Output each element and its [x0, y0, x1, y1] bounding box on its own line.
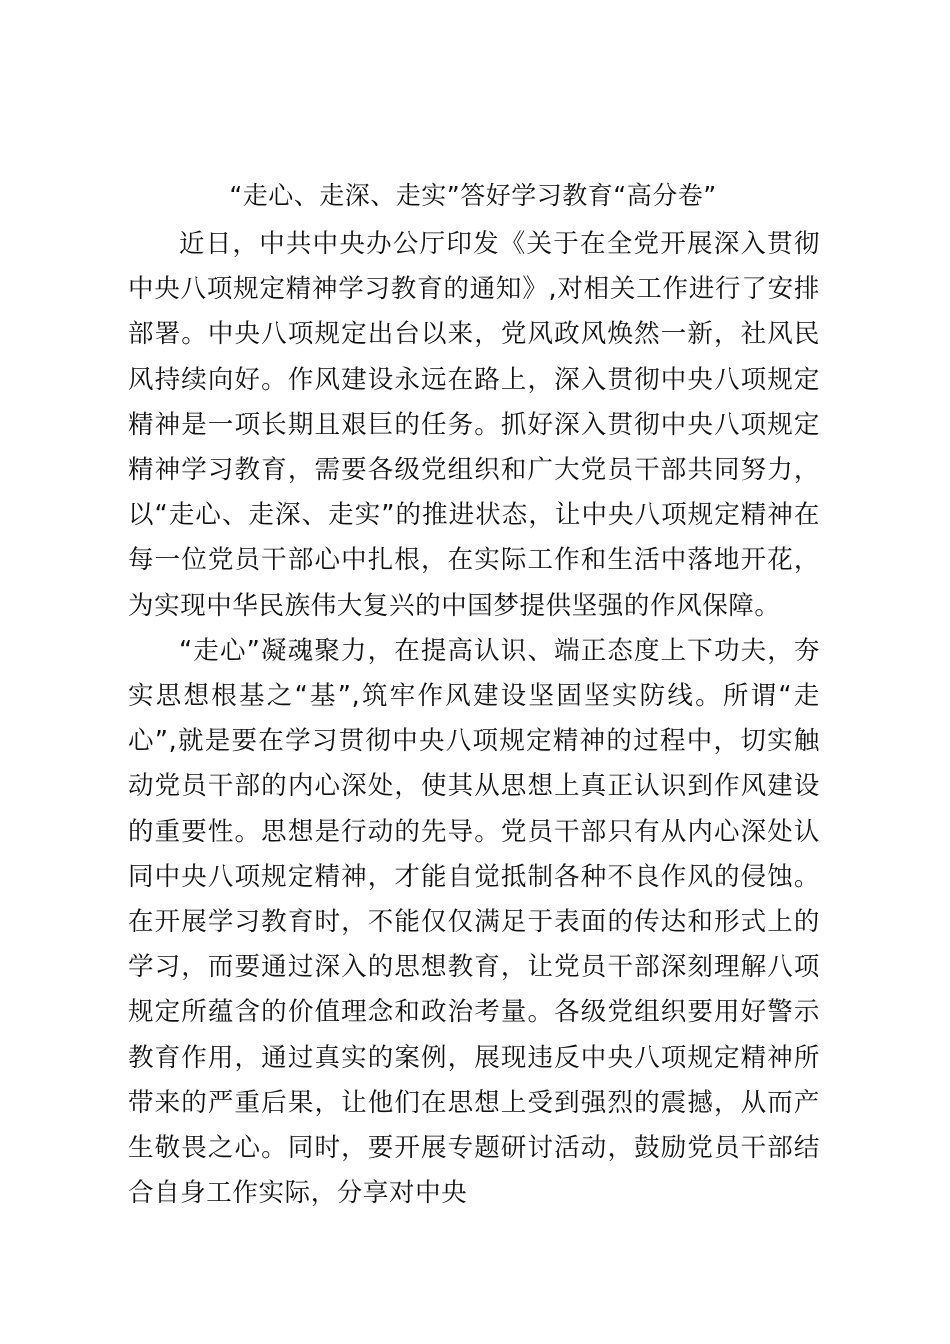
- document-body: [128, 222, 820, 1216]
- paragraph-2: “走心”凝魂聚力，在提高认识、端正态度上下功夫，夯实思想根基之“基”,筑牢作风建设坚固坚实防线。所谓“走心”,就是要在学习贯彻中央八项规定精神的过程中，切实触动党员干部的内心深处，使其从思想上真正认识到作风建设的重要性。思想是行动的先导。党员干部只有从内心深处认同中央八项规定精神，才能自觉抵制各种不良作风的侵蚀。在开展学习教育时，不能仅仅满足于表面的传达和形式上的学习，而要通过深入的思想教育，让党员干部深刻理解八项规定所蕴含的价值理念和政治考量。各级党组织要用好警示教育作用，通过真实的案例，展现违反中央八项规定精神所带来的严重后果，让他们在思想上受到强烈的震撼，从而产生敬畏之心。同时，要开展专题研讨活动，鼓励党员干部结合自身工作实际，分享对中央: [128, 635, 820, 1209]
- document-title: “走心、走深、走实”答好学习教育“高分卷”: [229, 181, 717, 210]
- paragraph-1: 近日，中共中央办公厅印发《关于在全党开展深入贯彻中央八项规定精神学习教育的通知》,对相关工作进行了安排部署。中央八项规定出台以来，党风政风焕然一新，社风民风持续向好。作风建设永远在路上，深入贯彻中央八项规定精神是一项长期且艰巨的任务。抓好深入贯彻中央八项规定精神学习教育，需要各级党组织和广大党员干部共同努力，以“走心、走深、走实”的推进状态，让中央八项规定精神在每一位党员干部心中扎根，在实际工作和生活中落地开花，为实现中华民族伟大复兴的中国梦提供坚强的作风保障。: [128, 229, 820, 621]
